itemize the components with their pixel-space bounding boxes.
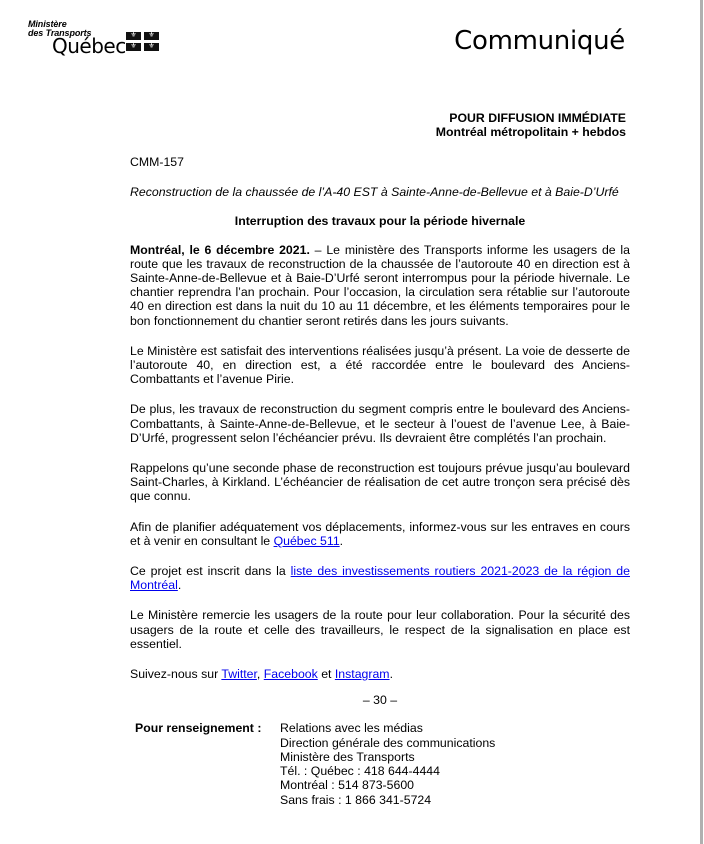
quebec-flag-icon — [126, 32, 160, 52]
investissements-routiers-link[interactable]: liste des investissements routiers 2021-2023 de la région de Montréal — [130, 564, 630, 593]
separator: et — [317, 667, 335, 682]
end-mark: – 30 – — [362, 693, 398, 708]
contact-line: Direction générale des communications — [280, 735, 496, 750]
contact-phone-montreal: Montréal : 514 873-5600 — [280, 778, 414, 793]
reference-code: CMM-157 — [130, 155, 184, 169]
paragraph-5-text: Afin de planifier adéquatement vos déplacements, informez-vous sur les entraves en cours et à venir en consultant le — [130, 519, 630, 548]
paragraph-3: De plus, les travaux de reconstruction du segment compris entre le boulevard des Anciens-Combattants, à Sainte-Anne-de-Bellevue, et le secteur à l’ouest de l’avenue Lee, à Baie-D’Urfé, progressent selon l’échéancier prévu. Ils devraient être complétés l’an prochain. — [130, 402, 630, 445]
paragraph-1 — [130, 243, 630, 328]
paragraph-5 — [130, 520, 630, 548]
contact-phone-tollfree: Sans frais : 1 866 341-5724 — [280, 792, 432, 807]
contact-label: Pour renseignement : — [135, 721, 262, 736]
instagram-link[interactable]: Instagram — [334, 667, 390, 682]
contact-line: Relations avec les médias — [280, 721, 423, 736]
logo-line-ministere: Ministère — [28, 19, 67, 29]
quebec-511-link[interactable]: Québec 511 — [273, 533, 340, 548]
document-title: Communiqué — [454, 26, 625, 56]
fleur-de-lis-icon: ⚜ — [126, 43, 141, 51]
fleur-de-lis-icon: ⚜ — [126, 32, 141, 40]
dateline: Montréal, le 6 décembre 2021. — [130, 242, 310, 257]
diffusion-line-immediate: POUR DIFFUSION IMMÉDIATE — [449, 111, 626, 125]
contact-line: Ministère des Transports — [280, 749, 415, 764]
period: . — [177, 578, 182, 593]
ministere-logo — [28, 20, 168, 60]
contact-phone-quebec: Tél. : Québec : 418 644-4444 — [280, 764, 440, 779]
paragraph-6-text: Ce projet est inscrit dans la — [130, 564, 291, 579]
fleur-de-lis-icon: ⚜ — [144, 32, 159, 40]
logo-line-quebec: Québec — [52, 34, 126, 58]
paragraph-2: Le Ministère est satisfait des interventions réalisées jusqu’à présent. La voie de desserte de l’autoroute 40, en direction est, a été raccordée entre le boulevard des Anciens-Combattants et l’avenue Pirie. — [130, 343, 630, 387]
subtitle: Reconstruction de la chaussée de l’A-40 EST à Sainte-Anne-de-Bellevue et à Baie-D’Urfé — [130, 185, 619, 200]
paragraph-4: Rappelons qu’une seconde phase de reconstruction est toujours prévue jusqu’au boulevard Saint-Charles, à Kirkland. L’échéancier de réalisation de cet autre tronçon sera précisé dès que connu. — [130, 461, 630, 504]
period: . — [389, 667, 393, 682]
headline: Interruption des travaux pour la période hivernale — [234, 214, 526, 229]
paragraph-6 — [130, 564, 630, 592]
separator: , — [256, 667, 264, 682]
logo-line-transports: des Transports — [28, 28, 92, 38]
paragraph-1-text: – Le ministère des Transports informe les usagers de la route que les travaux de reconstruction de la chaussée de l’autoroute 40 en direction est à Sainte-Anne-de-Bellevue et à Baie-D’Urfé seront interrompus pour la période hivernale. Le chantier reprendra l’an prochain. Pour l’occasion, la circulation sera rétablie sur l’autoroute 40 en direction est dans la nuit du 10 au 11 décembre, et les éléments temporaires pour le bon fonctionnement du chantier seront retirés dans les jours suivants. — [130, 242, 631, 328]
period: . — [339, 533, 344, 548]
diffusion-notice — [436, 111, 626, 139]
twitter-link[interactable]: Twitter — [221, 667, 257, 682]
facebook-link[interactable]: Facebook — [263, 667, 318, 682]
paragraph-social — [130, 667, 630, 681]
paragraph-7: Le Ministère remercie les usagers de la route pour leur collaboration. Pour la sécurité des usagers de la route et celle des travailleurs, le respect de la signalisation en place est essentiel. — [130, 608, 630, 651]
contact-lines — [280, 721, 495, 806]
fleur-de-lis-icon: ⚜ — [144, 43, 159, 51]
social-text: Suivez-nous sur — [130, 667, 222, 682]
contact-block — [135, 721, 630, 806]
document-body — [130, 155, 630, 807]
diffusion-line-region: Montréal métropolitain + hebdos — [435, 125, 626, 139]
